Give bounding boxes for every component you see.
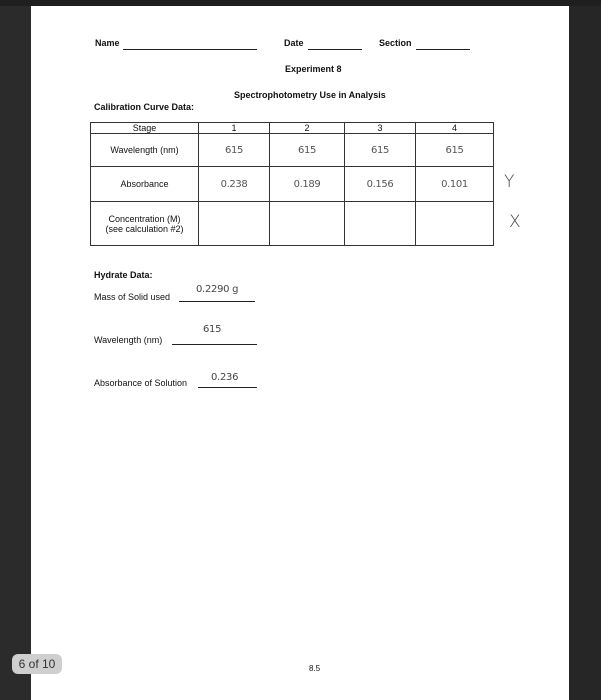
row-label: Wavelength (nm) xyxy=(91,134,199,167)
column-header: 2 xyxy=(270,123,345,134)
absorbance-value: 0.236 xyxy=(211,372,239,383)
table-header-row xyxy=(91,123,494,134)
name-field[interactable] xyxy=(123,49,257,50)
column-header: 1 xyxy=(199,123,270,134)
name-label: Name xyxy=(95,38,120,48)
table-cell: 0.101 xyxy=(416,167,494,202)
wavelength-value: 615 xyxy=(203,324,222,335)
row-label: Absorbance xyxy=(91,167,199,202)
absorbance-label: Absorbance of Solution xyxy=(94,378,188,388)
margin-note-y: Y xyxy=(504,172,515,192)
calibration-table xyxy=(90,122,494,246)
column-header: 4 xyxy=(416,123,494,134)
column-header: Stage xyxy=(91,123,199,134)
table-cell: 0.156 xyxy=(345,167,416,202)
table-cell: 615 xyxy=(416,134,494,167)
viewer-side-panel xyxy=(569,6,601,700)
mass-label: Mass of Solid used xyxy=(94,292,171,302)
row-label-line2: (see calculation #2) xyxy=(105,223,184,234)
date-label: Date xyxy=(284,38,304,48)
wavelength-field[interactable] xyxy=(172,344,257,345)
mass-field[interactable] xyxy=(179,301,255,302)
experiment-heading: Experiment 8 xyxy=(285,64,342,74)
table-cell: 0.189 xyxy=(270,167,345,202)
absorbance-field[interactable] xyxy=(198,387,257,388)
table-cell xyxy=(270,202,345,246)
page-number: 8.5 xyxy=(309,664,321,673)
margin-note-x: X xyxy=(509,212,521,232)
section-label: Section xyxy=(379,38,412,48)
calibration-label: Calibration Curve Data: xyxy=(94,102,195,112)
section-field[interactable] xyxy=(416,49,470,50)
document-page xyxy=(31,6,569,700)
table-row xyxy=(91,202,494,246)
table-row xyxy=(91,167,494,202)
row-label xyxy=(91,202,199,246)
table-cell: 615 xyxy=(345,134,416,167)
row-label-line1: Concentration (M) xyxy=(108,213,181,224)
page-indicator: 6 of 10 xyxy=(12,654,62,674)
table-cell: 0.238 xyxy=(199,167,270,202)
date-field[interactable] xyxy=(308,49,362,50)
mass-value: 0.2290 g xyxy=(196,284,239,295)
column-header: 3 xyxy=(345,123,416,134)
wavelength-label: Wavelength (nm) xyxy=(94,335,163,345)
table-row xyxy=(91,134,494,167)
document-title: Spectrophotometry Use in Analysis xyxy=(234,90,386,100)
hydrate-label: Hydrate Data: xyxy=(94,270,153,280)
table-cell: 615 xyxy=(199,134,270,167)
table-cell xyxy=(199,202,270,246)
table-cell xyxy=(416,202,494,246)
table-cell xyxy=(345,202,416,246)
table-cell: 615 xyxy=(270,134,345,167)
